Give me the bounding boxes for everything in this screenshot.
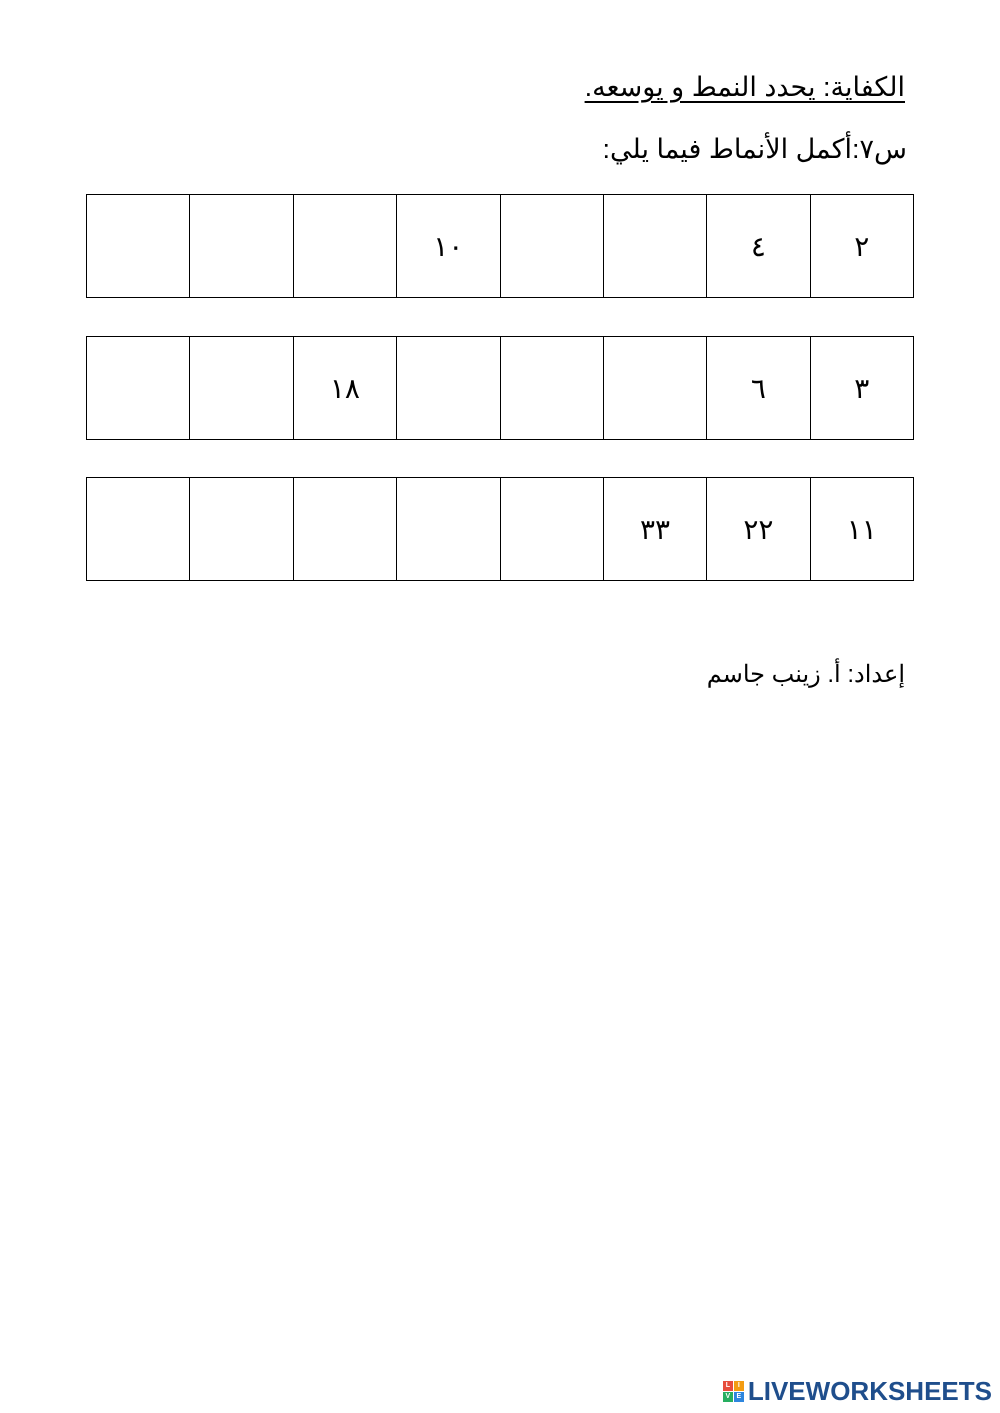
author-credit: إعداد: أ. زينب جاسم: [706, 661, 905, 688]
pattern-blank-cell[interactable]: [501, 336, 604, 440]
pattern-blank-cell[interactable]: [501, 477, 604, 581]
pattern-cell: ١١: [811, 477, 914, 581]
pattern-blank-cell[interactable]: [87, 336, 190, 440]
pattern-row-2: [86, 336, 914, 440]
pattern-blank-cell[interactable]: [604, 194, 707, 298]
pattern-blank-cell[interactable]: [190, 477, 293, 581]
pattern-cell: ٢٢: [707, 477, 810, 581]
pattern-blank-cell[interactable]: [87, 194, 190, 298]
pattern-row-3: [86, 477, 914, 581]
pattern-cell: ٤: [707, 194, 810, 298]
watermark-text: LIVEWORKSHEETS: [747, 1376, 992, 1406]
pattern-cell: ٢: [811, 194, 914, 298]
pattern-blank-cell[interactable]: [190, 336, 293, 440]
pattern-row-1: [86, 194, 914, 298]
pattern-blank-cell[interactable]: [397, 477, 500, 581]
liveworksheets-logo-icon: [723, 1381, 744, 1402]
pattern-blank-cell[interactable]: [604, 336, 707, 440]
pattern-blank-cell[interactable]: [397, 336, 500, 440]
pattern-blank-cell[interactable]: [190, 194, 293, 298]
logo-block: E: [734, 1392, 744, 1402]
logo-block: I: [734, 1381, 744, 1391]
logo-block: L: [723, 1381, 733, 1391]
question-prompt: س٧:أكمل الأنماط فيما يلي:: [602, 134, 907, 164]
logo-block: V: [723, 1392, 733, 1402]
pattern-cell: ١٠: [397, 194, 500, 298]
pattern-cell: ٦: [707, 336, 810, 440]
pattern-blank-cell[interactable]: [87, 477, 190, 581]
pattern-cell: ٣٣: [604, 477, 707, 581]
pattern-cell: ١٨: [294, 336, 397, 440]
pattern-blank-cell[interactable]: [294, 194, 397, 298]
pattern-blank-cell[interactable]: [294, 477, 397, 581]
pattern-blank-cell[interactable]: [501, 194, 604, 298]
competency-heading: الكفاية: يحدد النمط و يوسعه.: [584, 72, 905, 102]
pattern-cell: ٣: [811, 336, 914, 440]
liveworksheets-watermark[interactable]: [723, 1376, 992, 1407]
